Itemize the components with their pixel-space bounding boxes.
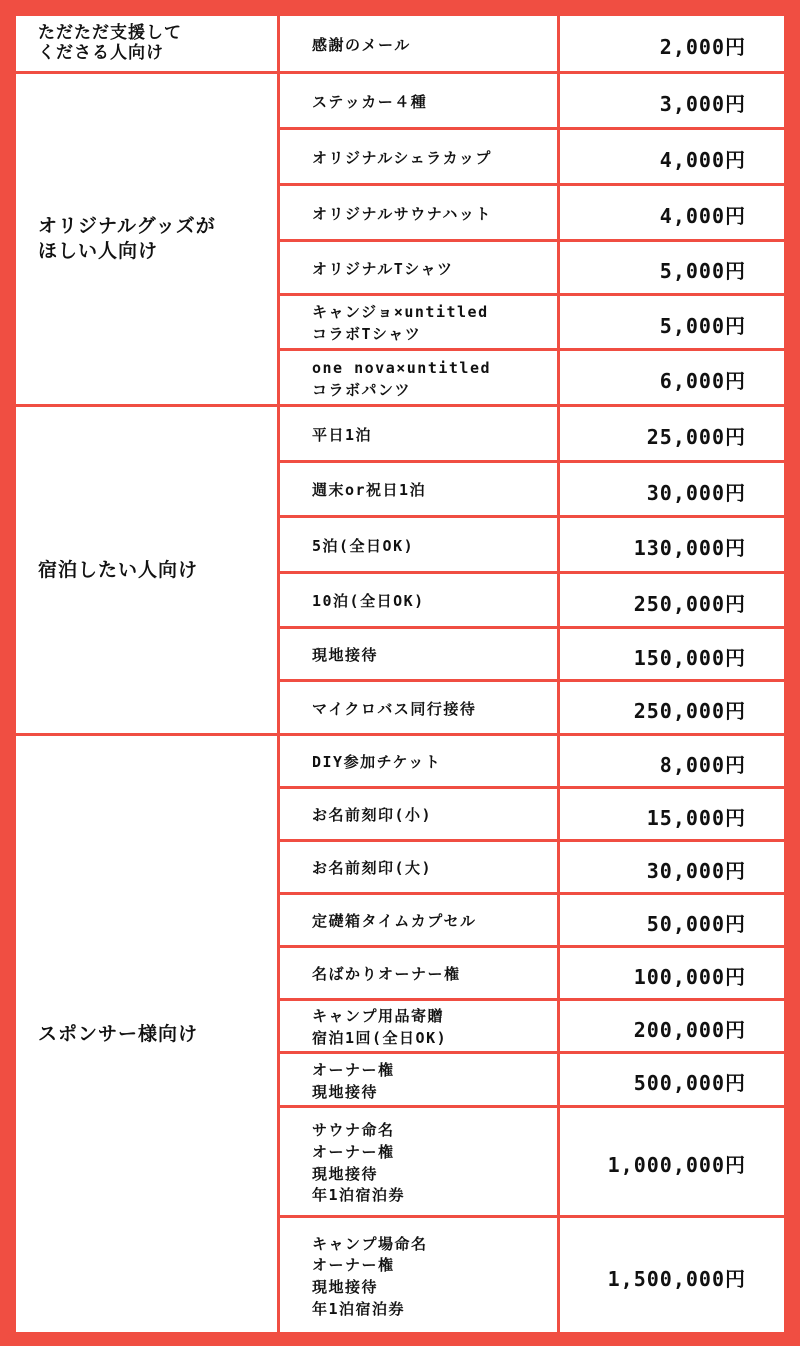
category-label: スポンサー様向け bbox=[16, 736, 280, 1332]
reward-price: 2,000円 bbox=[659, 35, 746, 59]
reward-price: 50,000円 bbox=[646, 911, 746, 936]
reward-name: お名前刻印(大) bbox=[280, 842, 560, 892]
reward-row bbox=[280, 242, 784, 296]
reward-name: サウナ命名 オーナー権 現地接待 年1泊宿泊券 bbox=[280, 1108, 560, 1215]
reward-group-sponsor bbox=[16, 736, 784, 1332]
reward-price: 130,000円 bbox=[633, 536, 746, 560]
reward-price: 6,000円 bbox=[659, 369, 746, 393]
reward-price: 4,000円 bbox=[659, 204, 746, 228]
reward-name: 週末or祝日1泊 bbox=[280, 463, 560, 515]
reward-name: one nova×untitled コラボパンツ bbox=[280, 351, 560, 404]
reward-price: 200,000円 bbox=[633, 1017, 746, 1042]
reward-row bbox=[280, 842, 784, 895]
reward-name: キャンジョ×untitled コラボTシャツ bbox=[280, 296, 560, 348]
reward-name: ステッカー４種 bbox=[280, 74, 560, 127]
reward-price: 3,000円 bbox=[659, 92, 746, 116]
reward-row bbox=[280, 463, 784, 518]
reward-row bbox=[280, 351, 784, 404]
reward-list bbox=[280, 407, 784, 733]
reward-group-stay bbox=[16, 407, 784, 733]
reward-row bbox=[280, 574, 784, 629]
reward-row bbox=[280, 518, 784, 574]
reward-price: 150,000円 bbox=[633, 645, 746, 670]
reward-group-support bbox=[16, 16, 784, 71]
reward-name: 感謝のメール bbox=[280, 16, 560, 71]
reward-name: オリジナルTシャツ bbox=[280, 242, 560, 293]
reward-row bbox=[280, 1054, 784, 1108]
reward-price: 5,000円 bbox=[659, 313, 746, 338]
reward-price: 8,000円 bbox=[659, 752, 746, 777]
reward-row bbox=[280, 789, 784, 842]
reward-name: 10泊(全日OK) bbox=[280, 574, 560, 626]
reward-price: 100,000円 bbox=[633, 964, 746, 989]
reward-name: お名前刻印(小) bbox=[280, 789, 560, 839]
category-label: 宿泊したい人向け bbox=[16, 407, 280, 733]
reward-row bbox=[280, 736, 784, 789]
reward-list bbox=[280, 736, 784, 1332]
reward-row bbox=[280, 629, 784, 682]
reward-row bbox=[280, 296, 784, 351]
reward-row bbox=[280, 74, 784, 130]
reward-name: マイクロバス同行接待 bbox=[280, 682, 560, 733]
reward-name: 5泊(全日OK) bbox=[280, 518, 560, 571]
reward-price: 250,000円 bbox=[633, 699, 746, 723]
reward-row bbox=[280, 130, 784, 186]
reward-name: オーナー権 現地接待 bbox=[280, 1054, 560, 1105]
reward-name: オリジナルサウナハット bbox=[280, 186, 560, 239]
reward-price: 30,000円 bbox=[646, 480, 746, 505]
reward-row bbox=[280, 1218, 784, 1332]
reward-row bbox=[280, 948, 784, 1001]
reward-price: 15,000円 bbox=[646, 805, 746, 830]
reward-name: オリジナルシェラカップ bbox=[280, 130, 560, 183]
reward-row bbox=[280, 407, 784, 463]
reward-row bbox=[280, 1001, 784, 1054]
reward-price: 250,000円 bbox=[633, 591, 746, 616]
reward-row bbox=[280, 186, 784, 242]
category-label: オリジナルグッズが ほしい人向け bbox=[16, 74, 280, 404]
reward-row bbox=[280, 895, 784, 948]
reward-name: 定礎箱タイムカプセル bbox=[280, 895, 560, 945]
reward-name: キャンプ場命名 オーナー権 現地接待 年1泊宿泊券 bbox=[280, 1218, 560, 1332]
reward-name: 平日1泊 bbox=[280, 407, 560, 460]
reward-row bbox=[280, 16, 784, 71]
reward-price: 4,000円 bbox=[659, 148, 746, 172]
reward-list bbox=[280, 74, 784, 404]
reward-name: 現地接待 bbox=[280, 629, 560, 679]
reward-list bbox=[280, 16, 784, 71]
reward-group-goods bbox=[16, 74, 784, 404]
reward-price: 1,500,000円 bbox=[607, 1266, 746, 1291]
reward-row bbox=[280, 1108, 784, 1218]
reward-price: 1,000,000円 bbox=[607, 1153, 746, 1177]
reward-row bbox=[280, 682, 784, 733]
reward-price: 500,000円 bbox=[633, 1071, 746, 1095]
reward-name: 名ばかりオーナー権 bbox=[280, 948, 560, 998]
reward-price: 5,000円 bbox=[659, 259, 746, 283]
reward-name: キャンプ用品寄贈 宿泊1回(全日OK) bbox=[280, 1001, 560, 1051]
category-label: ただただ支援して くださる人向け bbox=[16, 16, 280, 71]
reward-price-table bbox=[16, 16, 784, 1332]
reward-price: 30,000円 bbox=[646, 858, 746, 883]
reward-name: DIY参加チケット bbox=[280, 736, 560, 786]
reward-price: 25,000円 bbox=[646, 425, 746, 449]
